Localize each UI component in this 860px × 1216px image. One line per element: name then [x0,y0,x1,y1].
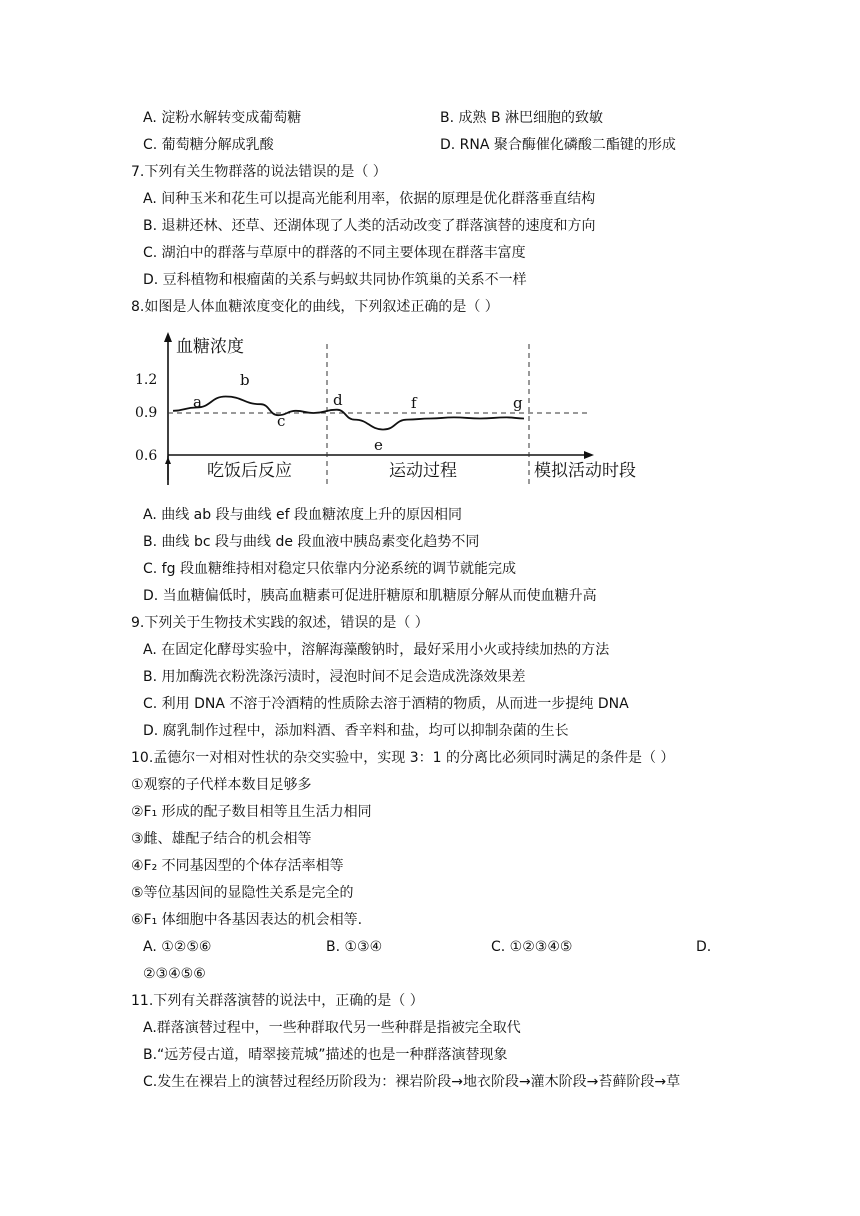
origin-tick-arrow [165,457,171,464]
phase-label: 模拟活动时段 [534,461,636,481]
q7-option-d: D. 豆科植物和根瘤菌的关系与蚂蚁共同协作筑巢的关系不一样 [143,272,527,288]
q7-stem: 7.下列有关生物群落的说法错误的是（ ） [131,164,387,180]
q10-option-d-content: ②③④⑤⑥ [143,966,206,982]
q8-stem: 8.如图是人体血糖浓度变化的曲线，下列叙述正确的是（ ） [131,299,499,315]
y-tick-label: 0.9 [135,405,158,421]
point-label-b: b [240,371,250,389]
q6-option-b: B. 成熟 B 淋巴细胞的致敏 [440,110,604,126]
point-label-d: d [333,391,343,409]
q10-stem: 10.孟德尔一对相对性状的杂交实验中，实现 3：1 的分离比必须同时满足的条件是（ ） [131,750,675,766]
phase-label: 运动过程 [389,461,457,481]
q8-option-b: B. 曲线 bc 段与曲线 de 段血液中胰岛素变化趋势不同 [143,534,480,550]
x-axis-arrow [584,451,594,459]
q11-stem: 11.下列有关群落演替的说法中，正确的是（ ） [131,993,424,1009]
phase-label: 吃饭后反应 [207,461,292,481]
blood-glucose-chart [131,330,661,495]
q11-option-b: B.“远芳侵古道，晴翠接荒城”描述的也是一种群落演替现象 [143,1047,508,1063]
q6-option-d: D. RNA 聚合酶催化磷酸二酯键的形成 [440,137,676,153]
q7-option-c: C. 湖泊中的群落与草原中的群落的不同主要体现在群落丰富度 [143,245,526,261]
q10-condition-5: ⑤等位基因间的显隐性关系是完全的 [131,885,354,901]
q10-condition-4: ④F₂ 不同基因型的个体存活率相等 [131,858,344,874]
q7-option-b: B. 退耕还林、还草、还湖体现了人类的活动改变了群落演替的速度和方向 [143,218,596,234]
q6-option-a: A. 淀粉水解转变成葡萄糖 [143,110,302,126]
q10-condition-3: ③雌、雄配子结合的机会相等 [131,831,312,847]
point-label-c: c [277,412,286,430]
q9-option-d: D. 腐乳制作过程中，添加料酒、香辛料和盐，均可以抑制杂菌的生长 [143,723,569,739]
q9-stem: 9.下列关于生物技术实践的叙述，错误的是（ ） [131,615,429,631]
point-label-f: f [411,394,417,412]
q9-option-b: B. 用加酶洗衣粉洗涤污渍时，浸泡时间不足会造成洗涤效果差 [143,669,526,685]
q6-option-c: C. 葡萄糖分解成乳酸 [143,137,274,153]
q10-condition-1: ①观察的子代样本数目足够多 [131,777,312,793]
y-axis-label: 血糖浓度 [176,337,244,357]
q9-option-a: A. 在固定化酵母实验中，溶解海藻酸钠时，最好采用小火或持续加热的方法 [143,642,610,658]
y-axis-arrow [164,332,172,342]
q11-option-c: C.发生在裸岩上的演替过程经历阶段为：裸岩阶段→地衣阶段→灌木阶段→苔藓阶段→草 [143,1074,681,1090]
q10-option-c: C. ①②③④⑤ [491,939,573,955]
point-label-g: g [513,394,523,412]
q7-option-a: A. 间种玉米和花生可以提高光能利用率，依据的原理是优化群落垂直结构 [143,191,596,207]
q10-condition-2: ②F₁ 形成的配子数目相等且生活力相同 [131,804,372,820]
q10-condition-6: ⑥F₁ 体细胞中各基因表达的机会相等. [131,912,363,928]
q9-option-c: C. 利用 DNA 不溶于冷酒精的性质除去溶于酒精的物质，从而进一步提纯 DNA [143,696,629,712]
point-label-a: a [193,393,202,411]
q10-option-a: A. ①②⑤⑥ [143,939,212,955]
y-tick-label: 0.6 [135,448,158,464]
q8-option-c: C. fg 段血糖维持相对稳定只依靠内分泌系统的调节就能完成 [143,561,516,577]
q8-option-d: D. 当血糖偏低时，胰高血糖素可促进肝糖原和肌糖原分解从而使血糖升高 [143,588,597,604]
q11-option-a: A.群落演替过程中，一些种群取代另一些种群是指被完全取代 [143,1020,521,1036]
q8-option-a: A. 曲线 ab 段与曲线 ef 段血糖浓度上升的原因相同 [143,507,463,523]
q10-option-b: B. ①③④ [326,939,383,955]
q10-option-d: D. [696,939,712,955]
y-tick-label: 1.2 [135,372,158,388]
point-label-e: e [374,436,383,454]
